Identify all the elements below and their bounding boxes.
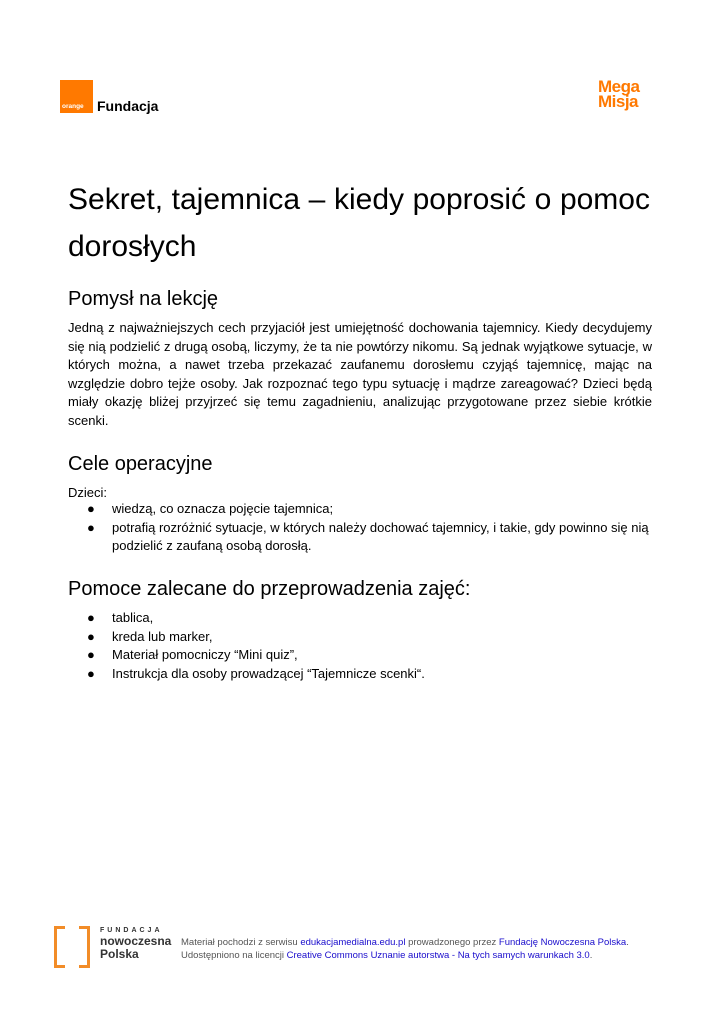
list-item [68, 646, 652, 665]
list-item-text: kreda lub marker, [112, 628, 213, 644]
section-intro-dzieci: Dzieci: [68, 485, 108, 500]
footer-line2-suffix: . [589, 950, 593, 961]
section-heading-cele: Cele operacyjne [68, 453, 213, 475]
bullet-icon: ● [87, 519, 95, 535]
fnp-logo-line2: nowoczesna [100, 934, 172, 948]
fundacja-label: Fundacja [97, 98, 159, 114]
fundacja-nowoczesna-polska-logo [54, 926, 171, 968]
fundacja-link[interactable]: Fundację Nowoczesna Polska [498, 937, 627, 948]
list-item-text: wiedzą, co oznacza pojęcie tajemnica; [112, 501, 334, 516]
fnp-logo-line1: FUNDACJA [100, 927, 163, 934]
list-item [68, 665, 652, 684]
pomoce-list [68, 609, 652, 683]
bullet-icon: ● [87, 501, 95, 516]
bullet-icon: ● [87, 665, 95, 681]
orange-fundacja-logo [60, 80, 158, 113]
orange-logo-box [60, 80, 93, 113]
bullet-icon: ● [87, 628, 95, 644]
list-item [68, 628, 652, 647]
orange-logo-label: orange [62, 103, 84, 110]
footer-line2-prefix: Udostępniono na licencji [181, 950, 287, 961]
footer-line2 [181, 949, 629, 962]
list-item-text: Materiał pomocniczy “Mini quiz”, [112, 647, 298, 662]
list-item-text: potrafią rozróżnić sytuacje, w których należy dochować tajemnicy, i takie, gdy powinno się nią podzielić z zaufaną osobą dorosłą. [112, 519, 649, 553]
footer-line1-prefix: Materiał pochodzi z serwisu [181, 937, 301, 948]
list-item [68, 609, 652, 628]
megamisja-line1: Mega [598, 77, 640, 96]
list-item-text: Instrukcja dla osoby prowadzącej “Tajemnicze scenki“. [112, 665, 425, 681]
megamisja-line2: Misja [598, 92, 639, 111]
bracket-right-icon [79, 926, 90, 968]
footer-credits [181, 936, 629, 962]
list-item [68, 519, 652, 556]
license-link[interactable]: Creative Commons Uznanie autorstwa - Na tych samych warunkach 3.0 [286, 950, 590, 961]
bullet-icon: ● [87, 610, 95, 625]
bracket-left-icon [54, 926, 65, 968]
page-title: Sekret, tajemnica – kiedy poprosić o pomoc dorosłych [68, 183, 650, 263]
list-item-text: tablica, [112, 610, 154, 625]
edukacjamedialna-link[interactable]: edukacjamedialna.edu.pl [300, 937, 406, 948]
section-heading-pomoce: Pomoce zalecane do przeprowadzenia zajęć: [68, 578, 471, 600]
section-heading-pomysl: Pomysł na lekcję [68, 288, 219, 310]
list-item [68, 500, 652, 519]
footer-line1-middle: prowadzonego przez [405, 937, 499, 948]
megamisja-logo [598, 79, 639, 109]
cele-list [68, 500, 652, 556]
bullet-icon: ● [87, 647, 95, 662]
fnp-logo-line3: Polska [100, 947, 139, 961]
section-body-pomysl: Jedną z najważniejszych cech przyjaciół jest umiejętność dochowania tajemnicy. Kiedy decydujemy się nią podzielić z drugą osobą, liczymy, że ta nie powtórzy nikomu. Są jednak wyjątkowe sytuacje, w których można, a nawet trzeba przekazać zaufanemu dorosłemu czyjąś tajemnicę, mając na względzie dobro tejże osoby. Jak rozpoznać tego typu sytuację i mądrze zareagować? Dzieci będą miały okazję bliżej przyjrzeć się temu zagadnieniu, analizując przygotowane przez siebie krótkie scenki. [68, 320, 652, 428]
footer-line1-suffix: . [626, 937, 629, 948]
footer-line1 [181, 936, 629, 949]
fnp-logo-text [100, 926, 171, 968]
